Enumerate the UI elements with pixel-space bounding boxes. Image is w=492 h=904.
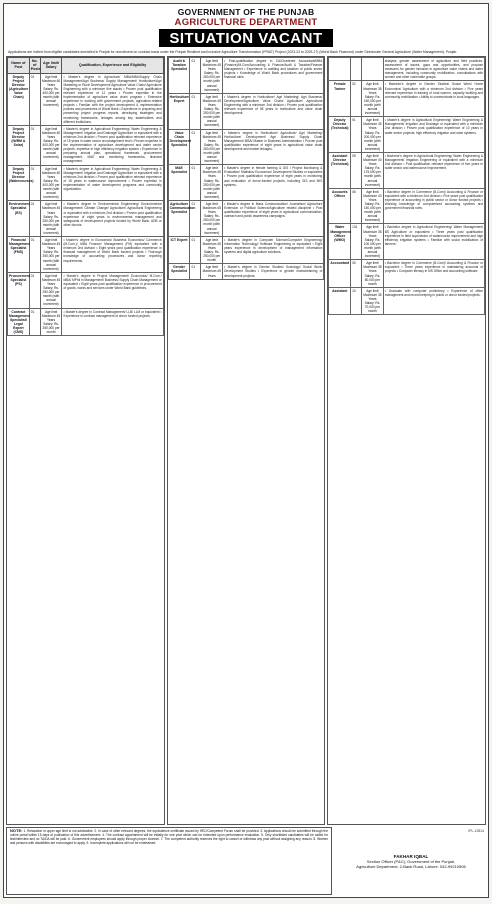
post-name: Water Management Officer (WMO) [329,224,351,260]
post-qualification: • Bachelor's degree in Gender Studies/ Social Work/ Home Economics/ Agriculture with a minimum 2nd division • Five years relevant experience in training of rural women, capacity building and community mobilization • Ability to communicate in local languages. [383,81,484,117]
table-row [8,272,164,308]
header-name: Name of Post [8,58,30,74]
post-age-salary: Age limit Maximum 45 Years Salary: Rs. 250,000 per month (with annual increment) [41,273,61,307]
post-age-salary: Age limit Maximum 60 Years Salary: Rs. 400,000 per month (with annual increment) [41,166,61,200]
table-row [168,129,324,165]
post-age-salary: Age limit Maximum 45 Years Salary: Rs. 250,000 per month [41,309,61,335]
post-qualification: analysis, gender assessment of agriculture and field practices, assessment of issues, gaps and opportunities, and propose measures for gender inclusion in agriculture value chains and water management, including community mobilization, consultations with women and other vulnerable groups. [384,59,484,80]
table-row [168,236,324,264]
post-name: Environment Specialist (ES) [8,201,30,237]
post-age-salary: Age limit Maximum 35 Years Salary: Rs. 150,000 per month (with annual increment) [363,82,382,116]
signature-block [336,827,486,895]
intro-paragraph: Applications are invited from eligible candidates domiciled in Punjab for recruitment on contract basis under the Punjab Resilient and Inclusive Agriculture Transformation (PRIAT) Project (2023-24 to 2029-27) (World Bank Financed) under Directorate General Agriculture (Water Management), Punjab. [8,50,458,54]
post-age-salary: Age limit Maximum 60 Years Salary: Rs. 400,000 per month (with annual increment) [40,73,62,125]
post-count: 01 [29,73,40,125]
post-qualification: • Master's degree in Project Management/ Economics/ M.Com./ MBA/ MPhil in Management/ Business/ Supply Chain Management or equivalent • Eight years post qualification experience in procurement of goods, works and services under World Bank guidelines. [62,272,163,308]
table-row [8,73,164,125]
notes-box [6,827,332,895]
post-name: Accounts Officer [329,188,351,224]
post-name: Assistant Director (Technical) [329,152,351,188]
post-qualification: • Bachelor degree in Commerce (B.Com)/ Accounting & Finance or equivalent • Three years experience in maintaining accounts of projects • Computer literacy in MS Office and accounting software. [383,260,484,288]
post-count: 01 [29,272,40,308]
post-name: Value Chain Development Specialist [168,129,190,165]
post-count: 01 [190,264,201,279]
post-name: Procurement Specialist (PS) [8,272,30,308]
post-count: 01 [190,93,201,129]
table-row [8,201,164,237]
footer-area [6,827,486,895]
government-title: GOVERNMENT OF THE PUNJAB [177,7,315,17]
post-qualification: • Bachelor degree in Commerce (B.Com)/ Accounting & Finance or equivalent with a minimum 2nd division • Five years post qualification experience of accounting in public sector or donor funded projects • Working knowledge of computerized accounting systems and government financial rules. [383,188,484,224]
post-count: 01 [351,117,362,153]
post-name: Assistant [329,287,351,315]
posts-column-1 [6,56,165,825]
post-age-salary: Age limit Maximum 35 Years Salary: Rs. 80,000 per month [363,261,382,286]
post-qualification: • Master's degree in female farming & GIS / Project Monitoring & Evaluation/ Statistics/ Economics/ Development Studies or equivalent • Proven post qualification experience of eight years in monitoring and evaluation of donor-funded projects, including GIS and MIS systems. [223,165,324,201]
table-row [329,188,485,224]
table-row [8,165,164,201]
table-row [168,58,324,94]
post-age-salary: Age limit Maximum 40 Years Salary: Rs. 150,000 per month (with annual increment) [363,189,382,223]
post-name: Contract Management Specialist/ Legal Expert (CMS) [9,309,30,335]
table-row [168,201,324,237]
post-name: Deputy Project Director (Watercourses) [8,165,30,201]
table-row [8,125,164,165]
post-count: 01 [190,236,201,264]
post-count [351,58,362,81]
post-age-salary: Age limit Maximum 35 Years Salary: Rs. 70,000 per month [363,288,382,314]
notes-heading: NOTE: [10,828,23,833]
post-age-salary: Age limit Maximum 40 Years Salary: Rs. 175,000 per month (with annual increment) [363,153,382,187]
post-name: Financial Management Specialist (FMS) [8,237,30,273]
post-age-salary: Age limit Maximum 45 Years Salary: Rs. 250,000 per month (with annual increment) [202,59,221,92]
post-qualification: • Graduate with computer proficiency • Experience of office management and record keeping in public or donor funded projects. [383,287,484,315]
post-name [329,58,351,81]
table-row [168,264,324,279]
table-row [329,58,485,81]
post-count: 01 [29,308,40,336]
post-age-salary: Age limit Maximum 45 Years Salary: Rs. 250,000 per month (with annual increment) [202,130,221,164]
post-qualification: • Bachelor's degree in Agricultural Engineering/ Water Engineering & Management/ Irrigation Engineering or equivalent with a minimum 2nd division • Post qualification relevant experience of five years in water sector and watercourse improvement. [383,152,484,188]
table-row [168,165,324,201]
ipl-reference: IPL-12814 [468,829,484,833]
post-qualification: • Master's degree in Economics/ Business Economics/ Commerce (M.Com.)/ MBA Finance/ Management (FM) equivalent with a minimum 2nd division • Eight years post qualification experience in financial management of World Bank funded projects • Thorough knowledge of accounting procedures and donor reporting requirements. [62,237,163,273]
table-row [329,152,485,188]
table-row [329,81,485,117]
post-name: Accountant [329,260,351,288]
table-row [329,287,485,315]
table-row [8,308,164,336]
post-qualification: • Master's degree in Gender Studies/ Sociology/ Social Work/ Development Studies • Experience in gender mainstreaming of development projects. [224,265,323,278]
post-name: ICT Expert [168,236,190,264]
post-count: 30 [351,260,362,288]
signatory-name: FAKHAR IQBAL [393,853,429,859]
post-age-salary: Age limit Maximum 35 Years Salary: Rs. 100,000 per month (with annual increment) [363,225,382,259]
post-count: 01 [29,201,40,237]
post-qualification: • Master's degree in Agricultural Engineering/ Water Engineering & Management/ Irrigation and Drainage/ Agriculture or equivalent with a minimum 2nd division • Proven post qualification relevant experience of 15 years in watercourse improvement • Proven expertise in implementation of water development programs and community organization. [62,165,163,201]
posts-table-2 [168,57,325,280]
post-qualification: • Master's degree in Agricultural Engineering/ Water Engineering & Management/ Irrigation and Drainage or equivalent with a minimum 2nd division • Proven post qualification experience of 10 years in water sector projects, high efficiency irrigation and solar systems. [383,117,484,153]
post-qualification: • Master's degree in Horticulture/ Agriculture/ Agri Marketing/ Horticulture/ Development/ Agri Business/ Supply Chain Management/ MBA/ Master in Business Administration • Proven post qualification experience of eight years in agricultural value chain development and market linkages. [223,129,324,165]
department-title: AGRICULTURE DEPARTMENT [174,17,318,28]
post-count: 131 [351,224,362,260]
post-age-salary: Age limit Maximum 45 Years Salary: Rs. 250,000 per month (with annual increment) [41,238,61,271]
post-age-salary [362,58,384,81]
post-qualification: • Master's degree in Agricultural Engineering/ Water Engineering & Management/ Irrigation and Drainage/ Agriculture or equivalent with a minimum 2nd division • Proven post qualification relevant experience of 15 years in water sector at management level • Proven expertise in the implementation of agriculture development and water sector projects, expertise in high efficiency irrigation system • Experience in preparing annual plan, operational framework, procurement management, M&E and monitoring frameworks, financial management. [63,126,162,164]
post-age-salary: Age limit Maximum 45 Years Salary: Rs. 250,000 per month (with annual increment) [202,94,221,128]
post-name: Horticulture Expert [168,93,190,129]
post-count: 01 [190,165,201,201]
notes-text: 1. Relaxation in upper age limit is not admissible. 2. In case of other relevant degrees, the equivalence certificate issued by HEC/Competent Forum shall be provided. 3. Applications should be submitted through the online portal within 15 days of publication of this advertisement. 4. The contract appointment will be initially for one year which can be extended upon performance evaluation. 5. Only shortlisted candidates will be called for test/interview and no TA/DA will be paid. 6. Government employees should apply through proper channel. 7. The competent authority reserves the right to cancel or withdraw any post without assigning any reason. 8. Women and persons with disabilities are encouraged to apply. 9. Incomplete applications will not be entertained. [10,829,328,846]
table-row [8,237,164,273]
header-qual: Qualification, Experience and Eligibility [62,58,163,74]
post-count: 01 [190,58,201,94]
post-age-salary: Age limit Maximum 45 Years Salary: Rs. 200,000 per month (with annual increment) [363,118,382,151]
post-age-salary: Age limit Maximum 45 Years Salary: Rs. 250,000 per month (with annual increment) [41,202,61,235]
posts-table-1 [7,57,164,336]
post-count: 05 [351,152,362,188]
post-qualification: • Master's degree in Contract Management/ LLB/ LLM or equivalent • Experience in contract management of donor funded projects. [62,308,163,336]
post-qualification: • Master's degree in Mass Communication/ Journalism/ Agriculture Extension or Political Science/Agriculture related discipline • Post qualification experience of eight years in agricultural communication, outreach and public awareness campaigns. [223,201,324,237]
post-count: 01 [29,237,40,273]
post-age-salary: Age limit Maximum 45 Years Salary: Rs. 250,000 per month [202,237,221,263]
table-row [168,93,324,129]
table-row [329,224,485,260]
posts-table-3 [328,57,485,315]
signatory-address: Agriculture Department, 2-Bank Road, Lahore. 042-99210506 [356,863,466,869]
table-row [329,117,485,153]
post-age-salary: Age limit Maximum 60 Years Salary: Rs. 400,000 per month (with annual increment) [40,125,62,165]
posts-column-3 [327,56,486,825]
post-qualification: • Master's degree in Computer Science/Computer Engineering/ Information Technology/ Software Engineering or equivalent • Eight years experience in development of management information systems and digital agriculture solutions. [223,236,324,264]
post-qualification: • Master's degree in Environmental Engineering/ Environmental Management/ Climate Change/ Agriculture/ Agricultural Engineering or equivalent with a minimum 2nd division • Proven post qualification experience of eight years in environmental management and safeguards of development projects funded by World Bank, ADB or other donors. [62,201,163,237]
post-count: 01 [190,129,201,165]
post-age-salary: Age limit Maximum 45 Years [202,265,221,278]
post-count: 06 [351,188,362,224]
post-count: 02 [351,81,362,117]
post-name: Deputy Project Director (IWRM & Solar) [8,125,30,165]
post-name: Gender Specialist [168,264,190,279]
post-name: Deputy Director (Technical) [329,117,351,153]
header-age: Age limit/ Salary [40,58,62,74]
post-count: 01 [29,125,40,165]
post-qualification: • Master's degree in Agriculture/ MBA/MBA/Supply Chain Management/Agri Business/ Supply Management/ Horticulture/Agri Marketing or Rural Development/ Agriculture Value Chain/ Agriculture Engineering with a minimum five stacks • Proven post qualification relevant experience of 12 years • Proven expertise in the implementation of agriculture value chain program • Extensive experience in working with government projects, agriculture-related projects • Familiar with the project development & implementation policies and procedures of World Bank • Experience in preparing and presenting project progress reports, developing strategies and monitoring frameworks, linkages among key stakeholders and different institutions. [63,74,162,124]
post-count: 01 [29,165,40,201]
post-name: M&E Specialist [168,165,190,201]
table-header [8,58,164,74]
masthead [4,4,488,48]
signatory-designation: Section Officer (P&C), Government of the Punjab, [366,858,456,864]
post-name: Female Trainer [329,81,351,117]
advertisement-page [3,3,489,898]
situation-vacant-banner: SITUATION VACANT [159,29,332,47]
post-count: 10 [351,287,362,315]
post-age-salary: Age limit Maximum 45 Years Salary: Rs. 250,000 per month (with annual increment) [202,166,221,199]
post-count: 01 [190,201,201,237]
table-row [329,260,485,288]
header-no: No. of Posts [30,59,41,72]
post-qualification: • Bachelor degree in Agricultural Engineering/ Water Management/ BS Agriculture or equivalent • Three years post qualification experience in field supervision of watercourse improvement and high efficiency irrigation systems • Familiar with social mobilization of farmers. [383,224,484,260]
posts-column-2 [167,56,326,825]
post-qualification: • Post-qualification degree in CA/Chartered Accountant/MBA (Finance)/M.Com/Accounting & Finance/Audit & Taxation/Finance Management • Experience in auditing and taxation of public sector projects • Knowledge of World Bank procedures and government financial rules. [223,58,324,94]
post-qualification: • Master's degree in Horticulture/ Agri Marketing/ Agri Business/ Development/Agriculture Value Chain/ Agriculture/ Agricultural Engineering with a minimum 2nd division • Proven post qualification relevant experience of 08 years in horticulture and value chain development. [223,93,324,129]
post-age-salary: Age limit Maximum 45 Years Salary: Rs. 250,000 per month (with annual increment) [202,202,221,235]
post-name: Agriculture Communication Specialist [168,201,190,237]
post-name: Deputy Project Director (Agriculture Value Chain) [8,73,30,125]
post-name: Audit & Taxation Specialist [168,58,190,94]
posts-columns [6,56,486,825]
